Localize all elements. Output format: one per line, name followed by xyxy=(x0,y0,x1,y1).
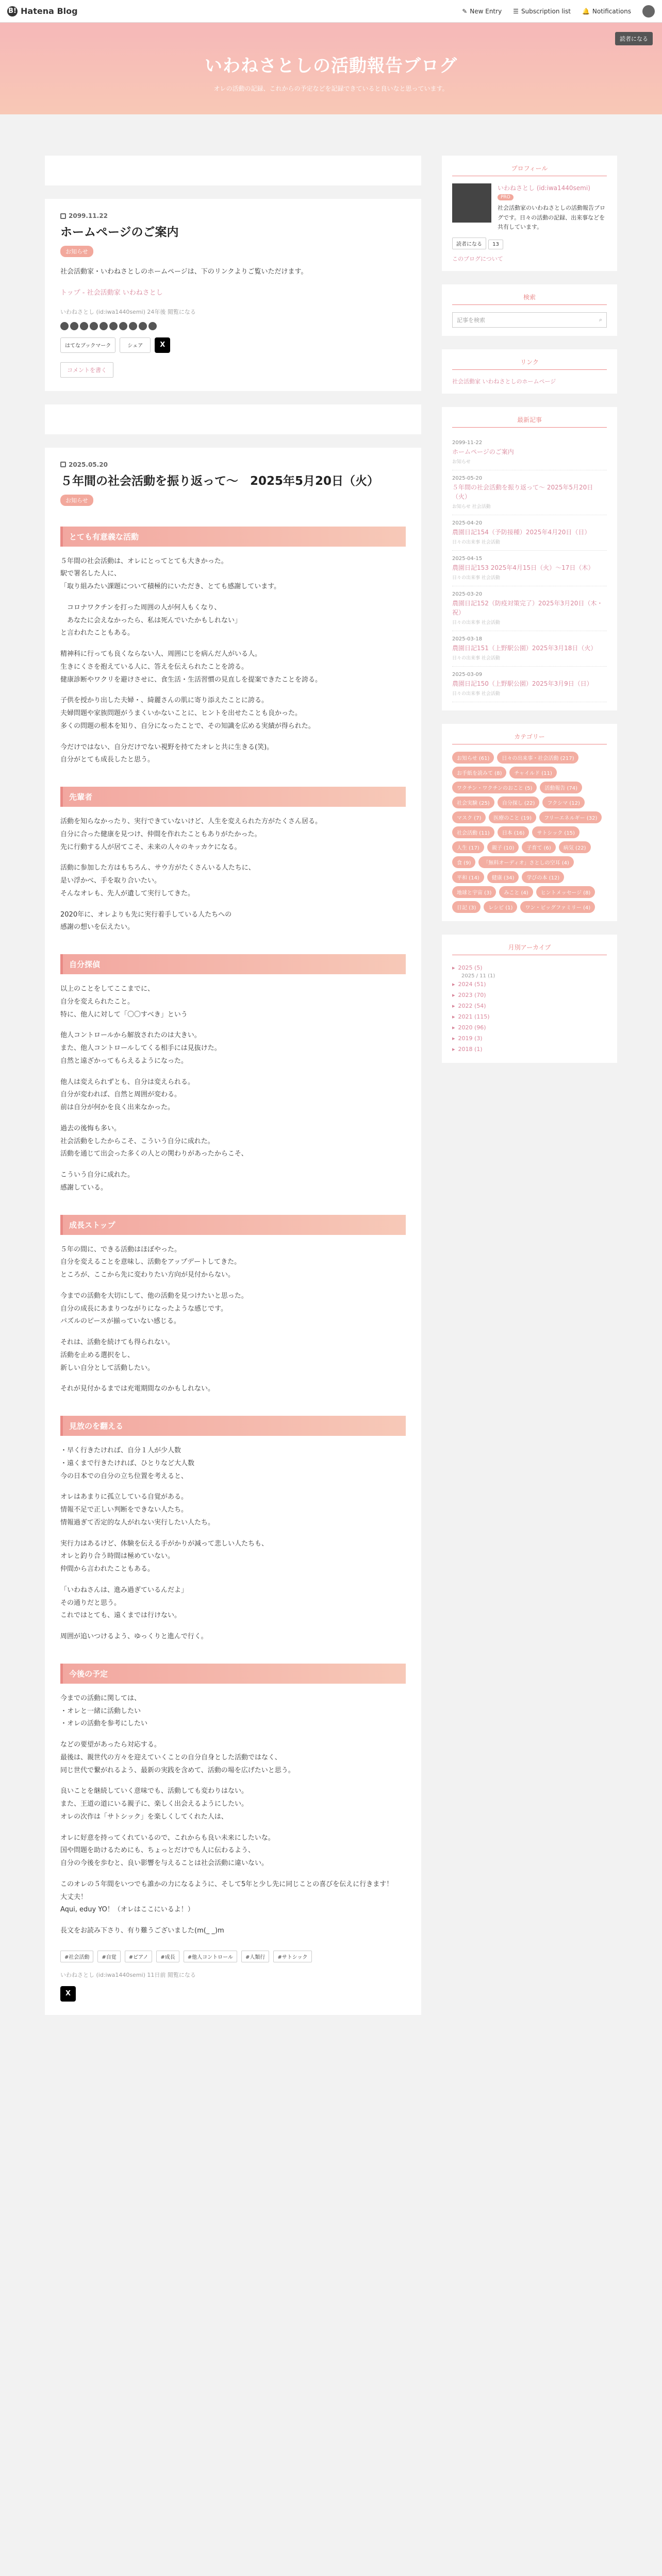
post-paragraph: 自然と遠ざかってもらえるようになった。 xyxy=(60,1057,188,1065)
post-paragraph: 前は自分が何かを良く出来なかった。 xyxy=(60,1104,175,1111)
recent-post-category: 日々の出来事 社会活動 xyxy=(452,691,500,697)
post-meta: いわねさとし (id:iwa1440semi) 24年後 閲覧になる xyxy=(60,308,196,315)
chevron-right-icon: ▸ xyxy=(452,1003,455,1010)
category-pill[interactable]: 「無料オーディオ」さとしの空耳 (4) xyxy=(478,856,574,868)
new-entry-button[interactable] xyxy=(462,8,502,15)
recent-post-category: 日々の出来事 社会活動 xyxy=(452,656,500,662)
post-paragraph: オレはあまりに孤立している自覚がある。 xyxy=(60,1493,188,1501)
tag-link[interactable]: #社会活動 xyxy=(60,1951,93,1962)
recent-post-category: 日々の出来事 社会活動 xyxy=(452,540,500,546)
recent-post-item[interactable] xyxy=(452,435,607,470)
post-category[interactable]: お知らせ xyxy=(60,246,93,257)
chevron-right-icon: ▸ xyxy=(452,1046,455,1053)
profile-image[interactable] xyxy=(452,183,491,223)
post-paragraph: 自分を変えることを意味し、活動をアップデートしてきた。 xyxy=(60,1258,241,1266)
recent-post-title[interactable]: 農園日記153 2025年4月15日（火）〜17日（木） xyxy=(452,564,594,572)
category-pill[interactable]: 病気 (22) xyxy=(559,841,591,853)
recent-post-item[interactable] xyxy=(452,515,607,551)
blog-description: オレの活動の記録、これからの予定などを記録できていると良いなと思っています。 xyxy=(213,85,449,92)
archive-year-label: 2021 (115) xyxy=(458,1013,490,1021)
post-paragraph: 活動を知らなかったり、実行できていないけど、人生を変えられた方がたくさん居る。 xyxy=(60,818,322,825)
post-paragraph: 大丈夫！ xyxy=(60,1893,88,1901)
recent-post-title[interactable]: 農園日記150（上野駅公園）2025年3月9日（日） xyxy=(452,680,593,688)
category-pill[interactable]: ヒントメッセージ (8) xyxy=(536,886,595,898)
tag-link[interactable]: #ピアノ xyxy=(125,1951,153,1962)
category-pill[interactable]: 活動報告 (74) xyxy=(540,782,582,793)
pro-badge: PRO xyxy=(498,194,514,200)
tag-link[interactable]: #他人コントロール xyxy=(184,1951,237,1962)
post-paragraph: また、王道の道にいる親子に、楽しく出会えるようにしたい。 xyxy=(60,1800,249,1808)
post-paragraph: 実行力はあるけど、体験を伝える手がかりが減って悲しい人たちも、 xyxy=(60,1539,269,1548)
post-paragraph: 健康診断やワクリを避けさせに、食生活・生活習慣の見直しを提案できたことを誇る。 xyxy=(60,675,322,684)
search-input[interactable] xyxy=(452,312,607,328)
hatena-topbar xyxy=(0,0,662,23)
recent-post-title[interactable]: ５年間の社会活動を振り返って〜 2025年5月20日（火） xyxy=(452,484,593,501)
post-paragraph: このオレの５年間をいつでも誰かの力になるように、そして5年と少し先に同じことの喜びを伝えに行きます！ xyxy=(60,1880,393,1888)
category-pill[interactable]: フクシマ (12) xyxy=(542,796,584,808)
post-paragraph: 生きにくさを抱えている人に、答えを伝えられたことを誇る。 xyxy=(60,663,249,671)
section-heading: 今後の予定 xyxy=(60,1664,406,1684)
section-heading: 自分探偵 xyxy=(60,954,406,974)
category-pill[interactable]: 医療のこと (19) xyxy=(489,811,536,823)
post-paragraph: 駅で署名した人に、 xyxy=(60,570,121,578)
homepage-link[interactable]: 社会活動家 いわねさとしのホームページ xyxy=(452,378,556,385)
section-heading: 見放のを翻える xyxy=(60,1416,406,1436)
post-title[interactable]: ホームページのご案内 xyxy=(60,226,179,239)
post-paragraph: 社会活動をしたからこそ、こういう自分に成れた。 xyxy=(60,1137,214,1145)
post-paragraph: 長文をお読み下さり、有り難うございました(m(_ _)m xyxy=(60,1927,224,1935)
star-avatar[interactable] xyxy=(80,322,88,330)
recent-post-title[interactable]: 農園日記151（上野駅公園）2025年3月18日（火） xyxy=(452,645,597,652)
post-paragraph: こういう自分に成れた。 xyxy=(60,1171,135,1179)
subscription-list-button[interactable] xyxy=(513,8,571,15)
widget-title: リンク xyxy=(452,358,607,370)
archive-year-label: 2024 (51) xyxy=(458,981,486,988)
recent-post-title[interactable]: 農園日記154（予防接種）2025年4月20日（日） xyxy=(452,529,591,536)
post-paragraph: 感謝の想いを伝えたい。 xyxy=(60,923,135,931)
post-paragraph: 今だけではない、自分だけでない視野を持てたオレと共に生きる(笑)。 xyxy=(60,743,274,751)
category-pill[interactable]: ワン・ビッグファミリー (4) xyxy=(520,901,595,913)
category-pill[interactable]: 自分探し (22) xyxy=(498,796,540,808)
archive-year-label: 2023 (70) xyxy=(458,992,486,999)
post-paragraph: それは、活動を続けても得られない。 xyxy=(60,1338,175,1346)
list-icon: ☰ xyxy=(513,7,519,15)
post-paragraph: それが見付かるまでは充電期間なのかもしれない。 xyxy=(60,1385,215,1393)
profile-text: 社会活動家のいわねさとしの活動報告ブログです。日々の活動の記録、出来事などを共有しています。 xyxy=(498,205,605,231)
category-pill[interactable]: 地球と宇宙 (3) xyxy=(452,886,496,898)
widget-title: カテゴリー xyxy=(452,732,607,744)
recent-post-category: 日々の出来事 社会活動 xyxy=(452,575,500,581)
recent-post-date: 2025-04-15 xyxy=(452,556,483,562)
post-paragraph: 感謝している。 xyxy=(60,1183,108,1192)
post-paragraph: オレと釣り合う時間は極めていない。 xyxy=(60,1552,175,1561)
facebook-share-button[interactable]: シェア xyxy=(120,337,151,353)
post-paragraph: 今までの活動を大切にして、他の活動を見つけたいと思った。 xyxy=(60,1292,248,1300)
post-date xyxy=(60,461,406,468)
post-paragraph: ・オレと一緒に活動したい xyxy=(60,1707,141,1715)
tag-link[interactable]: #人類行 xyxy=(241,1951,269,1962)
category-pill[interactable]: 日記 (3) xyxy=(452,901,481,913)
hatena-logo-icon: B! xyxy=(7,6,18,16)
category-pill[interactable]: 食 (9) xyxy=(452,856,475,868)
chevron-right-icon: ▸ xyxy=(452,1013,455,1021)
category-widget xyxy=(442,724,617,921)
post-tags xyxy=(60,1951,406,1962)
category-pill[interactable]: みこと (4) xyxy=(499,886,533,898)
archive-year[interactable] xyxy=(452,1011,607,1022)
post-paragraph: 夫婦問題や家族問題がうまくいかないことに、ヒントを出せたことも良かった。 xyxy=(60,709,302,717)
tag-link[interactable]: #サトシック xyxy=(273,1951,311,1962)
recent-post-date: 2025-03-18 xyxy=(452,636,483,642)
post-paragraph: 他人は変えられずとも、自分は変えられる。 xyxy=(60,1078,195,1086)
archive-month[interactable]: 2025 / 11 (1) xyxy=(461,973,495,979)
post-paragraph: ・遠くまで行きたければ、ひとりなど大人数 xyxy=(60,1459,195,1467)
post-body-text: 社会活動家・いわねさとしのホームページは、下のリンクよりご覧いただけます。 xyxy=(60,268,308,276)
post-paragraph: 今までの活動に関しては、 xyxy=(60,1694,141,1702)
category-pill[interactable]: マスク (7) xyxy=(452,811,486,823)
post-date-text: 2099.11.22 xyxy=(69,212,108,219)
category-pill[interactable]: 社会実験 (25) xyxy=(452,796,494,808)
post-paragraph: 周囲が追いつけるよう、ゆっくりと進んで行く。 xyxy=(60,1633,208,1640)
category-pill[interactable]: 子育て (6) xyxy=(522,841,555,853)
archive-year[interactable] xyxy=(452,1033,607,1044)
search-widget xyxy=(442,284,617,336)
post-paragraph: 是い浮かべ、手を取り合いたい。 xyxy=(60,877,161,885)
post-title[interactable]: ５年間の社会活動を振り返って〜 2025年5月20日（火） xyxy=(60,474,379,488)
post-meta: いわねさとし (id:iwa1440semi) 11日前 閲覧になる xyxy=(60,1971,196,1978)
follow-button[interactable]: 読者になる xyxy=(452,238,486,249)
post-paragraph: 特に、他人に対して「〇〇すべき」という xyxy=(60,1010,188,1019)
post-paragraph: ５年の間に、できる活動はほぼやった。 xyxy=(60,1245,181,1253)
category-pill[interactable]: 日々の出来事・社会活動 (217) xyxy=(497,752,578,764)
recent-post-item[interactable] xyxy=(452,586,607,631)
post-paragraph: その通りだと思う。 xyxy=(60,1599,121,1607)
post-paragraph: 自分の成長にあまりつながりになったような感じです。 xyxy=(60,1304,227,1313)
post-paragraph: 活動を通じて出会った多くの人との関わりがあったからこそ、 xyxy=(60,1150,248,1158)
post-body xyxy=(60,527,406,1937)
post-paragraph: 以上のことをしてここまでに、 xyxy=(60,985,155,993)
category-pill[interactable]: フリーエネルギー (32) xyxy=(539,811,602,823)
chevron-right-icon: ▸ xyxy=(452,1035,455,1042)
post-paragraph: 新しい自分として活動したい。 xyxy=(60,1364,155,1372)
recent-post-title[interactable]: ホームページのご案内 xyxy=(452,448,514,456)
post-paragraph: オレに好意を持ってくれているので、これからも良い未来にしたいな。 xyxy=(60,1834,275,1842)
post-paragraph: 自分に合った健康を見つけ、仲間を作れたこともありがたかった。 xyxy=(60,830,261,838)
archive-year[interactable] xyxy=(452,979,607,990)
post-paragraph: コロナワクチンを打った周囲の人が何人もくなり、 xyxy=(60,603,221,612)
recent-post-date: 2025-04-20 xyxy=(452,520,483,527)
post-paragraph: パズルのピースが揃っていない感じる。 xyxy=(60,1317,180,1326)
x-share-icon[interactable]: X xyxy=(155,337,170,353)
category-pill[interactable]: 平和 (14) xyxy=(452,871,484,883)
widget-title: 検索 xyxy=(452,293,607,305)
star-avatar[interactable] xyxy=(119,322,127,330)
blog-title[interactable]: いわねさとしの活動報告ブログ xyxy=(205,56,457,76)
star-avatar[interactable] xyxy=(60,322,69,330)
post-paragraph: 仲間から言われたこともある。 xyxy=(60,1565,155,1573)
top-ad-space xyxy=(45,156,421,185)
post-paragraph: 多くの問題の根本を知り、自分になったことで、その知識を広める実績が得られた。 xyxy=(60,722,315,730)
recent-widget xyxy=(442,407,617,710)
hatena-bookmark-button[interactable]: はてなブックマーク xyxy=(60,337,115,353)
post-paragraph: オレの次作は「サトシック」を楽しくしてくれた人は、 xyxy=(60,1812,228,1821)
category-pill[interactable]: 親子 (10) xyxy=(487,841,519,853)
category-pill[interactable]: チャイルド (11) xyxy=(509,767,556,778)
category-pill[interactable]: 学びの本 (12) xyxy=(522,871,564,883)
post-paragraph: などの要望があったら対応する。 xyxy=(60,1741,161,1749)
post-paragraph: Aqui, eduy YO！（オレはここにいるよ！） xyxy=(60,1906,194,1914)
search-icon[interactable]: ⌕ xyxy=(599,316,602,324)
post-paragraph: 「取り組みたい課題について積極的にいただき、とても感謝しています。 xyxy=(60,583,281,590)
post-paragraph: 良いことを継続していく意味でも、活動しても変わりはない。 xyxy=(60,1787,249,1795)
post-paragraph: 過去の後悔も多い。 xyxy=(60,1124,121,1132)
tag-link[interactable]: #自覚 xyxy=(97,1951,120,1962)
star-avatar[interactable] xyxy=(139,322,147,330)
bell-icon: 🔔 xyxy=(582,7,590,15)
tag-link[interactable]: #成長 xyxy=(156,1951,179,1962)
post-paragraph: 活動を止める選択をし、 xyxy=(60,1351,135,1359)
post-paragraph: 同じ世代で繋がれるよう、最新の実践を含めて、活動の場を広げたいと思う。 xyxy=(60,1766,295,1774)
profile-widget xyxy=(442,156,617,271)
star-avatar[interactable] xyxy=(148,322,157,330)
post-paragraph: 子供を授かり出した夫婦・、綺麗さんの肌に寄り添えたことに誇る。 xyxy=(60,697,269,705)
post-paragraph: ・オレの活動を参考にしたい xyxy=(60,1720,148,1728)
archive-year[interactable] xyxy=(452,990,607,1001)
user-avatar[interactable] xyxy=(642,5,655,18)
post-paragraph: 今の日本での自分の立ち位置を考えると、 xyxy=(60,1472,188,1480)
recent-post-item[interactable] xyxy=(452,631,607,667)
star-row xyxy=(60,322,406,330)
chevron-right-icon: ▸ xyxy=(452,992,455,999)
post-homepage xyxy=(45,199,421,391)
archive-year-label: 2022 (54) xyxy=(458,1003,486,1010)
post-paragraph: 活動に参加した方はもちろん、サウ方がたくさんいる人たちに、 xyxy=(60,864,255,872)
recent-post-item[interactable] xyxy=(452,551,607,586)
category-pill[interactable]: ワクチン・ワクチンのおこと (5) xyxy=(452,782,537,793)
post-review xyxy=(45,448,421,2015)
chevron-right-icon: ▸ xyxy=(452,964,455,972)
post-paragraph: ところが、ここから先に変わりたい方向が見付からない。 xyxy=(60,1271,235,1279)
post-paragraph: あなたに会えなかったら、私は死んでいたかもしれない」 xyxy=(60,616,242,624)
section-heading: 先輩者 xyxy=(60,787,406,807)
recent-post-date: 2025-03-09 xyxy=(452,672,483,678)
post-paragraph: 他人コントロールから解放されたのは大きい。 xyxy=(60,1031,201,1040)
section-heading: 成長ストップ xyxy=(60,1215,406,1235)
category-pill[interactable]: お手紙を読みて (8) xyxy=(452,767,506,778)
star-avatar[interactable] xyxy=(90,322,98,330)
write-comment-button[interactable]: コメントを書く xyxy=(60,362,113,378)
archive-year[interactable] xyxy=(452,962,607,973)
post-paragraph: 自分が変われば、自然と周囲が変わる。 xyxy=(60,1091,181,1099)
chevron-right-icon: ▸ xyxy=(452,981,455,988)
post-date-text: 2025.05.20 xyxy=(69,461,108,468)
category-pill[interactable]: レシピ (1) xyxy=(484,901,517,913)
recent-post-date: 2099-11-22 xyxy=(452,440,483,446)
pencil-icon: ✎ xyxy=(462,7,468,15)
post-date xyxy=(60,212,406,219)
recent-post-title[interactable]: 農園日記152（防疫対策完了）2025年3月20日（木・祝） xyxy=(452,600,603,617)
recent-post-category: 日々の出来事 社会活動 xyxy=(452,620,500,626)
star-avatar[interactable] xyxy=(100,322,108,330)
widget-title: 最新記事 xyxy=(452,415,607,428)
archive-year-label: 2020 (96) xyxy=(458,1024,486,1031)
hatena-logo-text: Hatena Blog xyxy=(21,6,78,16)
widget-title: プロフィール xyxy=(452,164,607,176)
star-avatar[interactable] xyxy=(70,322,78,330)
recent-post-date: 2025-05-20 xyxy=(452,476,483,482)
post-paragraph: 2020年に、オレよりも先に実行着手している人たちへの xyxy=(60,910,232,919)
recent-post-item[interactable] xyxy=(452,470,607,515)
main-column xyxy=(45,156,421,2028)
subscription-label: Subscription list xyxy=(521,7,571,15)
notifications-button[interactable] xyxy=(582,8,631,15)
post-paragraph: 自分を変えられたこと。 xyxy=(60,997,135,1006)
hatena-logo[interactable] xyxy=(7,6,78,16)
archive-year-label: 2025 (5) xyxy=(458,964,483,972)
archive-year-label: 2018 (1) xyxy=(458,1046,483,1053)
category-pill[interactable]: 人生 (17) xyxy=(452,841,484,853)
calendar-icon xyxy=(60,462,66,467)
category-pill[interactable]: 日本 (16) xyxy=(498,826,529,838)
category-pill[interactable]: お知らせ (61) xyxy=(452,752,494,764)
category-pill[interactable]: 社会活動 (11) xyxy=(452,826,494,838)
post-paragraph: 最後は、親世代の方々を迎えていくことの自分自身とした活動ではなく、 xyxy=(60,1753,282,1761)
about-blog-link[interactable]: このブログについて xyxy=(452,256,503,263)
archive-year-label: 2019 (3) xyxy=(458,1035,483,1042)
chevron-right-icon: ▸ xyxy=(452,1024,455,1031)
post-paragraph: 情報不足で正しい判断をできない人たち。 xyxy=(60,1506,188,1514)
widget-title: 月別アーカイブ xyxy=(452,943,607,955)
archive-year[interactable] xyxy=(452,1044,607,1055)
category-pill[interactable]: サトシック (15) xyxy=(532,826,580,838)
blog-header xyxy=(0,23,662,114)
follower-count: 13 xyxy=(488,240,503,249)
homepage-link[interactable]: トップ - 社会活動家 いわねさとし xyxy=(60,289,163,297)
notifications-label: Notifications xyxy=(592,7,631,15)
new-entry-label: New Entry xyxy=(470,7,502,15)
profile-name[interactable]: いわねさとし (id:iwa1440semi) xyxy=(498,184,590,192)
recent-post-item[interactable] xyxy=(452,667,607,702)
recent-post-date: 2025-03-20 xyxy=(452,591,483,598)
post-paragraph: 「いわねさんは、進み過ぎているんだよ」 xyxy=(60,1586,188,1594)
post-paragraph: 情報過ぎて否定的な人がれない実行したい人たち。 xyxy=(60,1518,215,1527)
archive-year[interactable] xyxy=(452,1022,607,1033)
archive-widget xyxy=(442,935,617,1063)
post-paragraph: そんなオレも、先人が遺して実行してきた。 xyxy=(60,889,195,897)
post-category[interactable]: お知らせ xyxy=(60,495,93,506)
post-paragraph: また、他人コントロールしてくる相手には見抜けた。 xyxy=(60,1044,221,1052)
post-paragraph: 自分の今後を歩むと、良い影響を与えることは社会活動に違いない。 xyxy=(60,1859,269,1867)
post-paragraph: 国や問題を助けるためにも、ちょっとだけでも人に伝わるよう、 xyxy=(60,1846,255,1855)
link-widget xyxy=(442,349,617,394)
post-paragraph: 自分がとても成長したと思う。 xyxy=(60,756,155,764)
category-pill[interactable]: 健康 (34) xyxy=(487,871,519,883)
calendar-icon xyxy=(60,213,66,219)
post-paragraph: 精神科に行っても良くならない人、周囲にじを病んだ人がいる人。 xyxy=(60,650,262,658)
search-placeholder: 記事を検索 xyxy=(457,317,485,324)
mid-ad-space xyxy=(45,404,421,434)
post-paragraph: 先に行動する人が居てこそ、未来の人々のキッカケになる。 xyxy=(60,843,241,851)
star-avatar[interactable] xyxy=(129,322,137,330)
section-heading: とても有意義な活動 xyxy=(60,527,406,547)
x-share-icon[interactable]: X xyxy=(60,1986,76,2002)
star-avatar[interactable] xyxy=(109,322,118,330)
recent-post-category: お知らせ 社会活動 xyxy=(452,504,491,510)
archive-year[interactable] xyxy=(452,1001,607,1011)
post-paragraph: ５年間の社会活動は、オレにとってとても大きかった。 xyxy=(60,557,228,565)
subscribe-button[interactable]: 読者になる xyxy=(615,32,653,45)
post-paragraph: ・早く行きたければ、自分１人が少人数 xyxy=(60,1447,181,1454)
recent-post-category: お知らせ xyxy=(452,460,471,465)
post-paragraph: と言われたこともある。 xyxy=(60,629,135,637)
post-paragraph: これではとても、遠くまでは行けない。 xyxy=(60,1612,181,1620)
sidebar xyxy=(442,156,617,2028)
